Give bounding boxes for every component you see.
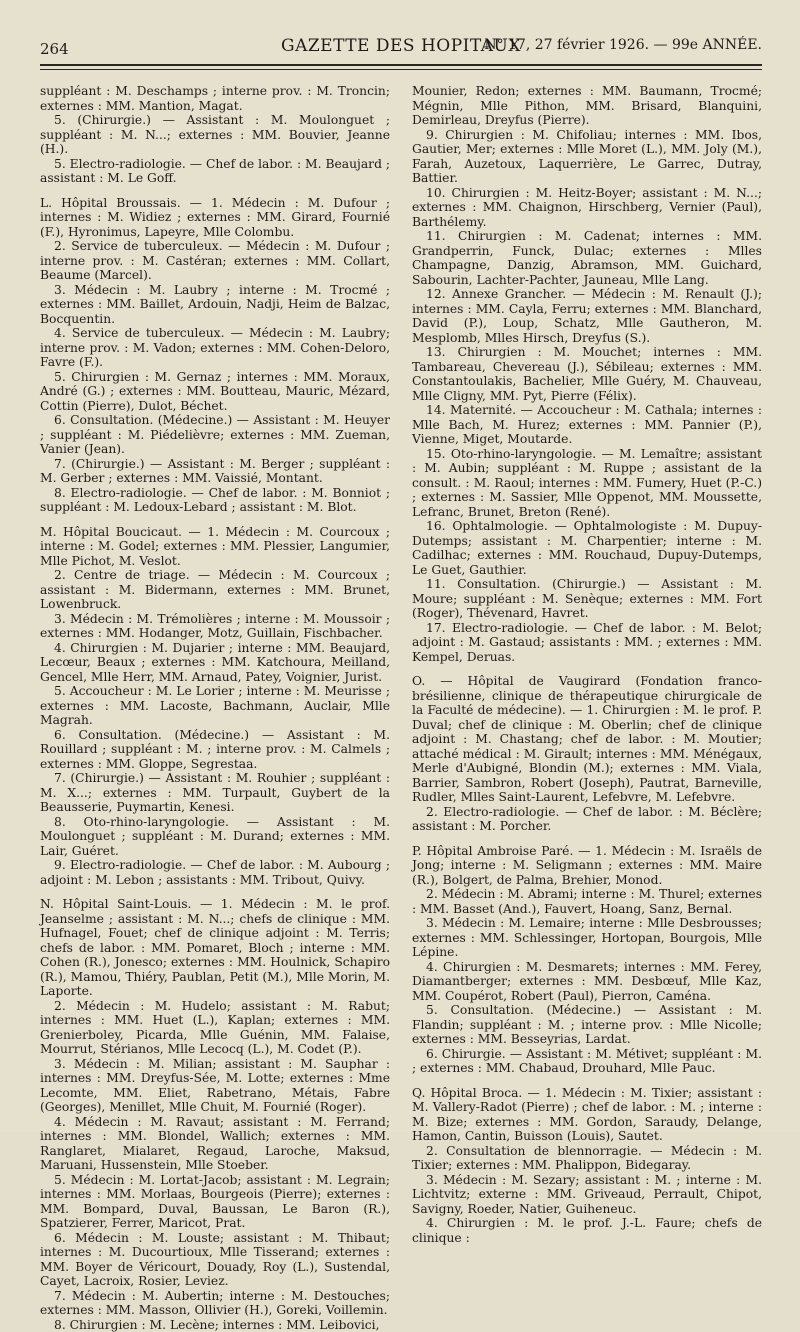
hospital-heading-paragraph: L. Hôpital Broussais. — 1. Médecin : M. Dufour ; internes : M. Widiez ; externes : MM. Girard, Fournié (F.), Hyronimus, Lapeyre, Mlle Colombu.	[40, 196, 390, 240]
service-paragraph: 6. Médecin : M. Louste; assistant : M. Thibaut; internes : M. Ducourtioux, Mlle Tisserand; externes : MM. Boyer de Véricourt, Douady, Roy (L.), Sustendal, Cayet, Lacroix, Rosier, Leviez.	[40, 1231, 390, 1289]
service-paragraph: 4. Médecin : M. Ravaut; assistant : M. Ferrand; internes : MM. Blondel, Wallich; externes : MM. Ranglaret, Mialaret, Regaud, Laroche, Maksud, Maruani, Hussenstein, Mlle Stoeber.	[40, 1115, 390, 1173]
service-paragraph: 3. Médecin : M. Milian; assistant : M. Sauphar : internes : MM. Dreyfus-Sée, M. Lotte; externes : Mme Lecomte, MM. Eliet, Rabetrano, Métais, Fabre (Georges), Menillet, Mlle Chuit, M. Fournié (Roger).	[40, 1057, 390, 1115]
service-paragraph: 6. Consultation. (Médecine.) — Assistant : M. Heuyer ; suppléant : M. Piédelièvre; externes : MM. Zueman, Vanier (Jean).	[40, 413, 390, 457]
service-paragraph: 8. Electro-radiologie. — Chef de labor. : M. Bonniot ; suppléant : M. Ledoux-Lebard ; assistant : M. Blot.	[40, 486, 390, 515]
page-header	[40, 34, 762, 58]
right-column	[412, 84, 762, 1124]
service-paragraph: 3. Médecin : M. Trémolières ; interne : M. Moussoir ; externes : MM. Hodanger, Motz, Guillain, Fischbacher.	[40, 612, 390, 641]
issue-info: N° 17, 27 février 1926. — 99e ANNÉE.	[484, 37, 762, 53]
service-paragraph: 5. Chirurgien : M. Gernaz ; internes : MM. Moraux, André (G.) ; externes : MM. Boutteau, Mauric, Mézard, Cottin (Pierre), Dulot, Béchet.	[40, 370, 390, 414]
service-paragraph: 2. Electro-radiologie. — Chef de labor. : M. Béclère; assistant : M. Porcher.	[412, 805, 762, 834]
service-paragraph: 4. Service de tuberculeux. — Médecin : M. Laubry; interne prov. : M. Vadon; externes : MM. Cohen-Deloro, Favre (F.).	[40, 326, 390, 370]
service-paragraph: 5. (Chirurgie.) — Assistant : M. Moulonguet ; suppléant : M. N...; externes : MM. Bouvier, Jeanne (H.).	[40, 113, 390, 157]
service-paragraph: Mounier, Redon; externes : MM. Baumann, Trocmé; Mégnin, Mlle Pithon, MM. Brisard, Blanquini, Demirleau, Dreyfus (Pierre).	[412, 84, 762, 128]
service-paragraph: 11. Consultation. (Chirurgie.) — Assistant : M. Moure; suppléant : M. Senèque; externes : MM. Fort (Roger), Thévenard, Havret.	[412, 577, 762, 621]
service-paragraph: 13. Chirurgien : M. Mouchet; internes : MM. Tambareau, Chevereau (J.), Sébileau; externes : MM. Constantoulakis, Bachelier, Mlle Guéry, M. Chauveau, Mlle Cligny, MM. Pyt, Pierre (Félix).	[412, 345, 762, 403]
hospital-heading-paragraph: P. Hôpital Ambroise Paré. — 1. Médecin : M. Israëls de Jong; interne : M. Seligmann ; externes : MM. Maire (R.), Bolgert, de Palma, Brehier, Monod.	[412, 844, 762, 888]
service-paragraph: 6. Chirurgie. — Assistant : M. Métivet; suppléant : M. ; externes : MM. Chabaud, Drouhard, Mlle Pauc.	[412, 1047, 762, 1076]
service-paragraph: 4. Chirurgien : M. le prof. J.-L. Faure; chefs de clinique :	[412, 1216, 762, 1245]
service-paragraph: 5. Consultation. (Médecine.) — Assistant : M. Flandin; suppléant : M. ; interne prov. : Mlle Nicolle; externes : MM. Besseyrias, Lardat.	[412, 1003, 762, 1047]
service-paragraph: 3. Médecin : M. Sezary; assistant : M. ; interne : M. Lichtvitz; externe : MM. Griveaud, Perrault, Chipot, Savigny, Roeder, Natier, Guiheneuc.	[412, 1173, 762, 1217]
service-paragraph: 3. Médecin : M. Lemaire; interne : Mlle Desbrousses; externes : MM. Schlessinger, Hortopan, Bourgois, Mlle Lépine.	[412, 916, 762, 960]
service-paragraph: 7. (Chirurgie.) — Assistant : M. Berger ; suppléant : M. Gerber ; externes : MM. Vaissié, Montant.	[40, 457, 390, 486]
service-paragraph: 2. Médecin : M. Abrami; interne : M. Thurel; externes : MM. Basset (And.), Fauvert, Hoang, Sanz, Bernal.	[412, 887, 762, 916]
service-paragraph: 2. Médecin : M. Hudelo; assistant : M. Rabut; internes : MM. Huet (L.), Kaplan; externes : MM. Grenierboley, Picarda, Mlle Guénin, MM. Falaise, Mourrut, Stérianos, Mlle Lecocq (L.), M. Codet (P.).	[40, 999, 390, 1057]
service-paragraph: 2. Service de tuberculeux. — Médecin : M. Dufour ; interne prov. : M. Castéran; externes : MM. Collart, Beaume (Marcel).	[40, 239, 390, 283]
hospital-heading-paragraph: O. — Hôpital de Vaugirard (Fondation franco-brésilienne, clinique de thérapeutique chirurgicale de la Faculté de médecine). — 1. Chirurgien : M. le prof. P. Duval; chef de clinique : M. Oberlin; chef de clinique adjoint : M. Chastang; chef de labor. : M. Moutier; attaché médical : M. Girault; internes : MM. Ménégaux, Merle d'Aubigné, Blondin (M.); externes : MM. Viala, Barrier, Sambron, Robert (Joseph), Pautrat, Barneville, Rudler, Mlles Saint-Laurent, Lefebvre, M. Lefebvre.	[412, 674, 762, 805]
hospital-heading-paragraph: M. Hôpital Boucicaut. — 1. Médecin : M. Courcoux ; interne : M. Godel; externes : MM. Plessier, Langumier, Mlle Pichot, M. Veslot.	[40, 525, 390, 569]
service-paragraph: 5. Médecin : M. Lortat-Jacob; assistant : M. Legrain; internes : MM. Morlaas, Bourgeois (Pierre); externes : MM. Bompard, Duval, Baussan, Le Baron (R.), Spatzierer, Ferrer, Maricot, Prat.	[40, 1173, 390, 1231]
service-paragraph: 5. Electro-radiologie. — Chef de labor. : M. Beaujard ; assistant : M. Le Goff.	[40, 157, 390, 186]
service-paragraph: 6. Consultation. (Médecine.) — Assistant : M. Rouillard ; suppléant : M. ; interne prov. : M. Calmels ; externes : MM. Gloppe, Segrestaa.	[40, 728, 390, 772]
service-paragraph: 2. Consultation de blennorragie. — Médecin : M. Tixier; externes : MM. Phalippon, Bidegaray.	[412, 1144, 762, 1173]
service-paragraph: 8. Oto-rhino-laryngologie. — Assistant : M. Moulonguet ; suppléant : M. Durand; externes : MM. Lair, Guéret.	[40, 815, 390, 859]
service-paragraph: 15. Oto-rhino-laryngologie. — M. Lemaître; assistant : M. Aubin; suppléant : M. Ruppe ; assistant de la consult. : M. Raoul; internes : MM. Fumery, Huet (P.-C.) ; externes : M. Sassier, Mlle Oppenot, MM. Moussette, Lefranc, Brunet, Breton (René).	[412, 447, 762, 520]
service-paragraph: 16. Ophtalmologie. — Ophtalmologiste : M. Dupuy-Dutemps; assistant : M. Charpentier; interne : M. Cadilhac; externes : MM. Rouchaud, Dupuy-Dutemps, Le Guet, Gauthier.	[412, 519, 762, 577]
service-paragraph: 2. Centre de triage. — Médecin : M. Courcoux ; assistant : M. Bidermann, externes : MM. Brunet, Lowenbruck.	[40, 568, 390, 612]
service-paragraph: 5. Accoucheur : M. Le Lorier ; interne : M. Meurisse ; externes : MM. Lacoste, Bachmann, Auclair, Mlle Magrah.	[40, 684, 390, 728]
service-paragraph: 8. Chirurgien : M. Lecène; internes : MM. Leibovici,	[40, 1318, 390, 1332]
service-paragraph: 7. (Chirurgie.) — Assistant : M. Rouhier ; suppléant : M. X...; externes : MM. Turpault, Guybert de la Beausserie, Puymartin, Kenesi.	[40, 771, 390, 815]
publication-title: GAZETTE DES HOPITAUX	[40, 36, 762, 56]
service-paragraph: 3. Médecin : M. Laubry ; interne : M. Trocmé ; externes : MM. Baillet, Ardouin, Nadji, Heim de Balzac, Bocquentin.	[40, 283, 390, 327]
service-paragraph: 4. Chirurgien : M. Desmarets; internes : MM. Ferey, Diamantberger; externes : MM. Desbœuf, Mlle Kaz, MM. Coupérot, Robert (Paul), Pierron, Caména.	[412, 960, 762, 1004]
page-number: 264	[40, 40, 69, 58]
service-paragraph: suppléant : M. Deschamps ; interne prov. : M. Troncin; externes : MM. Mantion, Magat.	[40, 84, 390, 113]
header-rule-thin	[40, 69, 762, 70]
header-rule-thick	[40, 64, 762, 66]
service-paragraph: 9. Electro-radiologie. — Chef de labor. : M. Aubourg ; adjoint : M. Lebon ; assistants : MM. Tribout, Quivy.	[40, 858, 390, 887]
hospital-heading-paragraph: N. Hôpital Saint-Louis. — 1. Médecin : M. le prof. Jeanselme ; assistant : M. N...; chefs de clinique : MM. Hufnagel, Fouet; chef de clinique adjoint : M. Terris; chefs de labor. : MM. Pomaret, Bloch ; interne : MM. Cohen (R.), Jonesco; externes : MM. Houlnick, Schapiro (R.), Mamou, Thiéry, Paublan, Petit (M.), Mlle Morin, M. Laporte.	[40, 897, 390, 999]
service-paragraph: 4. Chirurgien : M. Dujarier ; interne : MM. Beaujard, Lecœur, Beaux ; externes : MM. Katchoura, Meilland, Gencel, Mlle Herr, MM. Arnaud, Patey, Voignier, Jurist.	[40, 641, 390, 685]
hospital-heading-paragraph: Q. Hôpital Broca. — 1. Médecin : M. Tixier; assistant : M. Vallery-Radot (Pierre) ; chef de labor. : M. ; interne : M. Bize; externes : MM. Gordon, Saraudy, Delange, Hamon, Cantin, Buisson (Louis), Sautet.	[412, 1086, 762, 1144]
left-column	[40, 84, 390, 1124]
service-paragraph: 7. Médecin : M. Aubertin; interne : M. Destouches; externes : MM. Masson, Ollivier (H.), Goreki, Voillemin.	[40, 1289, 390, 1318]
service-paragraph: 14. Maternité. — Accoucheur : M. Cathala; internes : Mlle Bach, M. Hurez; externes : MM. Pannier (P.), Vienne, Miget, Moutarde.	[412, 403, 762, 447]
service-paragraph: 17. Electro-radiologie. — Chef de labor. : M. Belot; adjoint : M. Gastaud; assistants : MM. ; externes : MM. Kempel, Deruas.	[412, 621, 762, 665]
service-paragraph: 11. Chirurgien : M. Cadenat; internes : MM. Grandperrin, Funck, Dulac; externes : Mlles Champagne, Danzig, Abramson, MM. Guichard, Sabourin, Lachter-Pachter, Jauneau, Mlle Lang.	[412, 229, 762, 287]
service-paragraph: 10. Chirurgien : M. Heitz-Boyer; assistant : M. N...; externes : MM. Chaignon, Hirschberg, Vernier (Paul), Barthélemy.	[412, 186, 762, 230]
service-paragraph: 9. Chirurgien : M. Chifoliau; internes : MM. Ibos, Gautier, Mer; externes : Mlle Moret (L.), MM. Joly (M.), Farah, Auzetoux, Laquerrière, Le Garrec, Dutray, Battier.	[412, 128, 762, 186]
service-paragraph: 12. Annexe Grancher. — Médecin : M. Renault (J.); internes : MM. Cayla, Ferru; externes : MM. Blanchard, David (P.), Loup, Schatz, Mlle Gautheron, M. Mesplomb, Mlles Hirsch, Dreyfus (S.).	[412, 287, 762, 345]
